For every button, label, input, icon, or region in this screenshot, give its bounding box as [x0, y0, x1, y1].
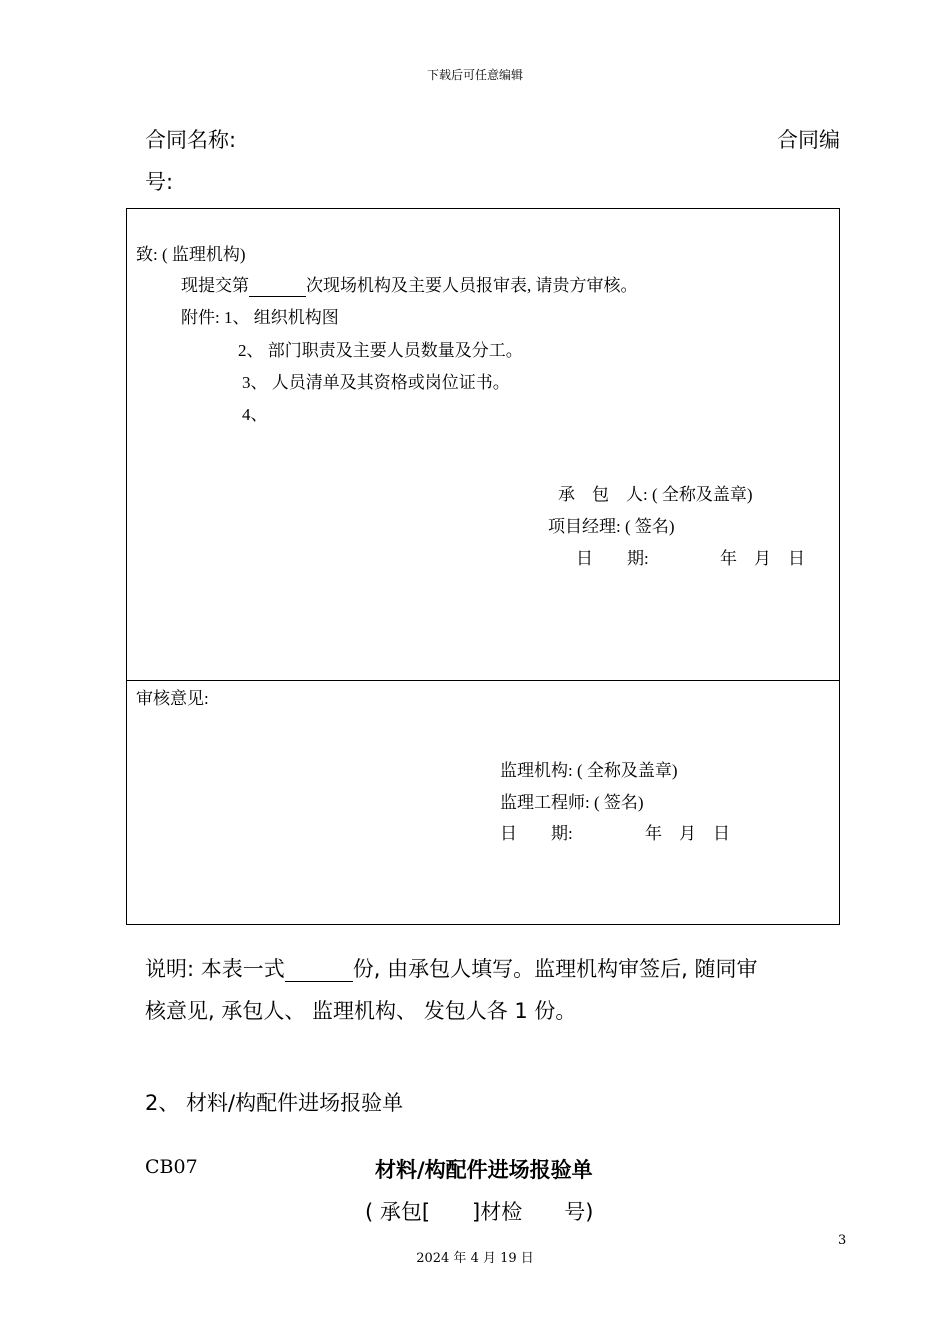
contractor-date-ymd: 年 月 日 — [720, 549, 805, 568]
submit-line — [181, 271, 638, 297]
contractor-date-label: 日 期: — [576, 549, 649, 568]
supervisor-engineer-label: 监理工程师: ( 签名) — [500, 793, 644, 812]
contract-name-label: 合同名称: — [145, 128, 237, 152]
project-manager-label: 项目经理: ( 签名) — [548, 517, 675, 536]
page-header: 下载后可任意编辑 — [426, 68, 523, 82]
note-suffix: 份, 由承包人填写。监理机构审签后, 随同审 — [352, 957, 758, 981]
supervisor-org-label: 监理机构: ( 全称及盖章) — [500, 761, 678, 780]
note-prefix: 说明: 本表一式 — [145, 957, 285, 981]
attachment-2: 2、 部门职责及主要人员数量及分工。 — [238, 341, 523, 360]
section-heading: 2、 材料/构配件进场报验单 — [145, 1091, 404, 1115]
submission-count-field[interactable] — [249, 276, 306, 297]
supervisor-date-ymd: 年 月 日 — [645, 824, 730, 843]
personnel-review-form — [126, 208, 840, 925]
form-title: 材料/构配件进场报验单 — [375, 1158, 593, 1182]
review-opinion-label: 审核意见: — [136, 689, 209, 708]
note-line-2: 核意见, 承包人、 监理机构、 发包人各 1 份。 — [145, 999, 577, 1023]
attachment-1: 附件: 1、 组织机构图 — [181, 308, 339, 327]
submit-prefix: 现提交第 — [181, 276, 249, 295]
footer-date: 2024 年 4 月 19 日 — [416, 1251, 534, 1266]
form-code: CB07 — [145, 1156, 198, 1178]
supervisor-date-label: 日 期: — [500, 824, 573, 843]
to-line: 致: ( 监理机构) — [136, 245, 246, 264]
submit-suffix: 次现场机构及主要人员报审表, 请贵方审核。 — [306, 276, 638, 295]
contract-number-label-cont: 号: — [145, 170, 174, 194]
attachment-4: 4、 — [242, 405, 268, 424]
contract-number-label: 合同编 — [777, 128, 840, 152]
contractor-label: 承 包 人: ( 全称及盖章) — [558, 485, 753, 504]
note-line-1 — [145, 953, 757, 983]
form-subtitle: ( 承包[ ]材检 号) — [365, 1200, 594, 1224]
attachment-3: 3、 人员清单及其资格或岗位证书。 — [242, 373, 510, 392]
page-number: 3 — [838, 1233, 847, 1248]
form-divider — [127, 680, 839, 681]
copies-count-field[interactable] — [285, 957, 353, 982]
